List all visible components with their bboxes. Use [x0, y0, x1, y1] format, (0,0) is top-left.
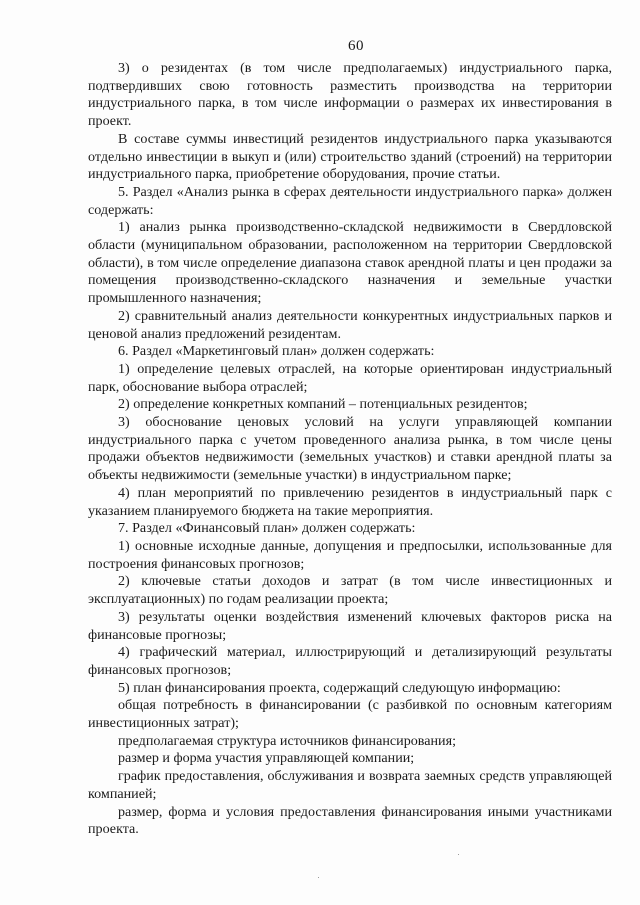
- section-heading: 5. Раздел «Анализ рынка в сферах деятельности индустриального парка» должен содержать:: [88, 183, 612, 218]
- list-item: 1) основные исходные данные, допущения и предпосылки, использованные для построения финансовых прогнозов;: [88, 537, 612, 572]
- list-item: 5) план финансирования проекта, содержащий следующую информацию:: [118, 679, 561, 696]
- scan-speck: [458, 854, 459, 855]
- scan-speck: [318, 877, 319, 878]
- list-item: 2) сравнительный анализ деятельности конкурентных индустриальных парков и ценовой анализ предложений резидентам.: [88, 307, 612, 342]
- section-heading: 6. Раздел «Маркетинговый план» должен содержать:: [118, 343, 435, 360]
- section-heading: 7. Раздел «Финансовый план» должен содержать:: [118, 520, 416, 537]
- sub-item: график предоставления, обслуживания и возврата заемных средств управляющей компанией;: [88, 768, 612, 802]
- document-body: [88, 60, 612, 839]
- list-item: 2) определение конкретных компаний – потенциальных резидентов;: [118, 396, 528, 413]
- paragraph: В составе суммы инвестиций резидентов индустриального парка указываются отдельно инвестиции в выкуп и (или) строительство зданий (строений) на территории индустриального парка, приобретение оборудования, прочие статьи.: [88, 130, 612, 183]
- list-item: 4) план мероприятий по привлечению резидентов в индустриальный парк с указанием планируемого бюджета на такие мероприятия.: [88, 484, 612, 519]
- sub-item: предполагаемая структура источников финансирования;: [118, 732, 456, 749]
- sub-item: общая потребность в финансировании (с разбивкой по основным категориям инвестиционных затрат);: [88, 697, 612, 732]
- list-item: 3) обоснование ценовых условий на услуги управляющей компании индустриального парка с учетом проведенного анализа рынка, в том числе цены продажи объектов недвижимости (земельных участков) и ставки арендной платы за объекты недвижимости (земельные участки) в индустриальном парке;: [88, 414, 612, 484]
- list-item: 1) определение целевых отраслей, на которые ориентирован индустриальный парк, обоснование выбора отраслей;: [88, 360, 612, 395]
- paragraph: 3) о резидентах (в том числе предполагаемых) индустриального парка, подтвердивших свою готовность разместить производства на территории индустриального парка, в том числе информации о размерах их инвестирования в проект.: [88, 60, 612, 130]
- list-item: 1) анализ рынка производственно-складской недвижимости в Свердловской области (муниципальном образовании, расположенном на территории Свердловской области), в том числе определение диапазона ставок арендной платы и цен продажи за помещения производственно-складского назначения и земельные участки промышленного назначения;: [88, 219, 612, 307]
- list-item: 2) ключевые статьи доходов и затрат (в том числе инвестиционных и эксплуатационных) по годам реализации проекта;: [88, 573, 612, 608]
- sub-item: размер, форма и условия предоставления финансирования иными участниками проекта.: [88, 803, 612, 838]
- list-item: 3) результаты оценки воздействия изменений ключевых факторов риска на финансовые прогнозы;: [88, 608, 612, 643]
- sub-item: размер и форма участия управляющей компании;: [118, 750, 415, 767]
- page-number: 60: [348, 38, 364, 54]
- list-item: 4) графический материал, иллюстрирующий и детализирующий результаты финансовых прогнозов;: [88, 644, 612, 678]
